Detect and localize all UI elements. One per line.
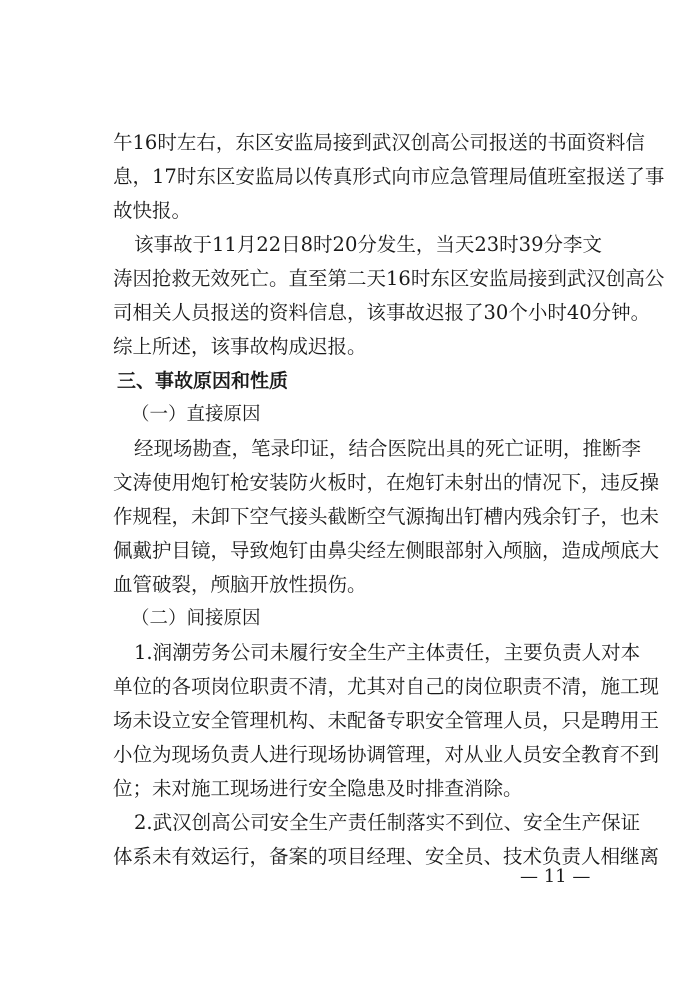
text-line [0,296,700,330]
text-line [0,126,700,160]
paragraph-line: 小位为现场负责人进行现场协调管理，对从业人员安全教育不到 [113,743,660,766]
paragraph-line: 司相关人员报送的资料信息，该事故迟报了30个小时40分钟。 [113,301,651,324]
paragraph-line: 血管破裂，颅脑开放性损伤。 [113,573,367,596]
paragraph-line: 涛因抢救无效死亡。直至第二天16时东区安监局接到武汉创高公 [113,267,665,290]
section-heading: 三、事故原因和性质 [117,370,289,392]
paragraph-line: 午16时左右，东区安监局接到武汉创高公司报送的书面资料信 [113,131,645,154]
text-line [0,160,700,194]
text-line [0,670,700,704]
paragraph-line: 该事故于11月22日8时20分发生，当天23时39分李文 [134,233,602,256]
paragraph-line: 息，17时东区安监局以传真形式向市应急管理局值班室报送了事 [113,165,665,188]
paragraph-line: 佩戴护目镜，导致炮钉由鼻尖经左侧眼部射入颅脑，造成颅底大 [113,539,660,562]
text-line [0,738,700,772]
text-line [0,364,700,398]
paragraph-line: 单位的各项岗位职责不清，尤其对自己的岗位职责不清，施工现 [113,675,660,698]
text-line [0,806,700,840]
paragraph-line: 故快报。 [113,199,192,222]
text-line [0,636,700,670]
text-line [0,432,700,466]
paragraph-line: 体系未有效运行，备案的项目经理、安全员、技术负责人相继离 [113,845,660,868]
text-line [0,568,700,602]
paragraph-line: 作规程，未卸下空气接头截断空气源掏出钉槽内残余钉子，也未 [113,505,660,528]
text-line [0,704,700,738]
text-line [0,228,700,262]
text-line [0,466,700,500]
paragraph-line: 综上所述，该事故构成迟报。 [113,335,367,358]
text-line [0,840,700,874]
text-line [0,772,700,806]
text-line [0,602,700,636]
text-line [0,194,700,228]
subsection-heading: （二）间接原因 [131,608,261,629]
subsection-heading: （一）直接原因 [131,404,261,425]
paragraph-line: 2.武汉创高公司安全生产责任制落实不到位、安全生产保证 [134,811,641,834]
text-line [0,534,700,568]
paragraph-line: 1.润潮劳务公司未履行安全生产主体责任，主要负责人对本 [134,641,641,664]
page-number: — 11 — [520,866,591,887]
paragraph-line: 场未设立安全管理机构、未配备专职安全管理人员，只是聘用王 [113,709,660,732]
text-line [0,330,700,364]
text-line [0,262,700,296]
paragraph-line: 文涛使用炮钉枪安装防火板时，在炮钉未射出的情况下，违反操 [113,471,660,494]
paragraph-line: 位；未对施工现场进行安全隐患及时排查消除。 [113,777,523,800]
text-line [0,398,700,432]
text-line [0,500,700,534]
paragraph-line: 经现场勘查，笔录印证，结合医院出具的死亡证明，推断李 [134,437,642,460]
